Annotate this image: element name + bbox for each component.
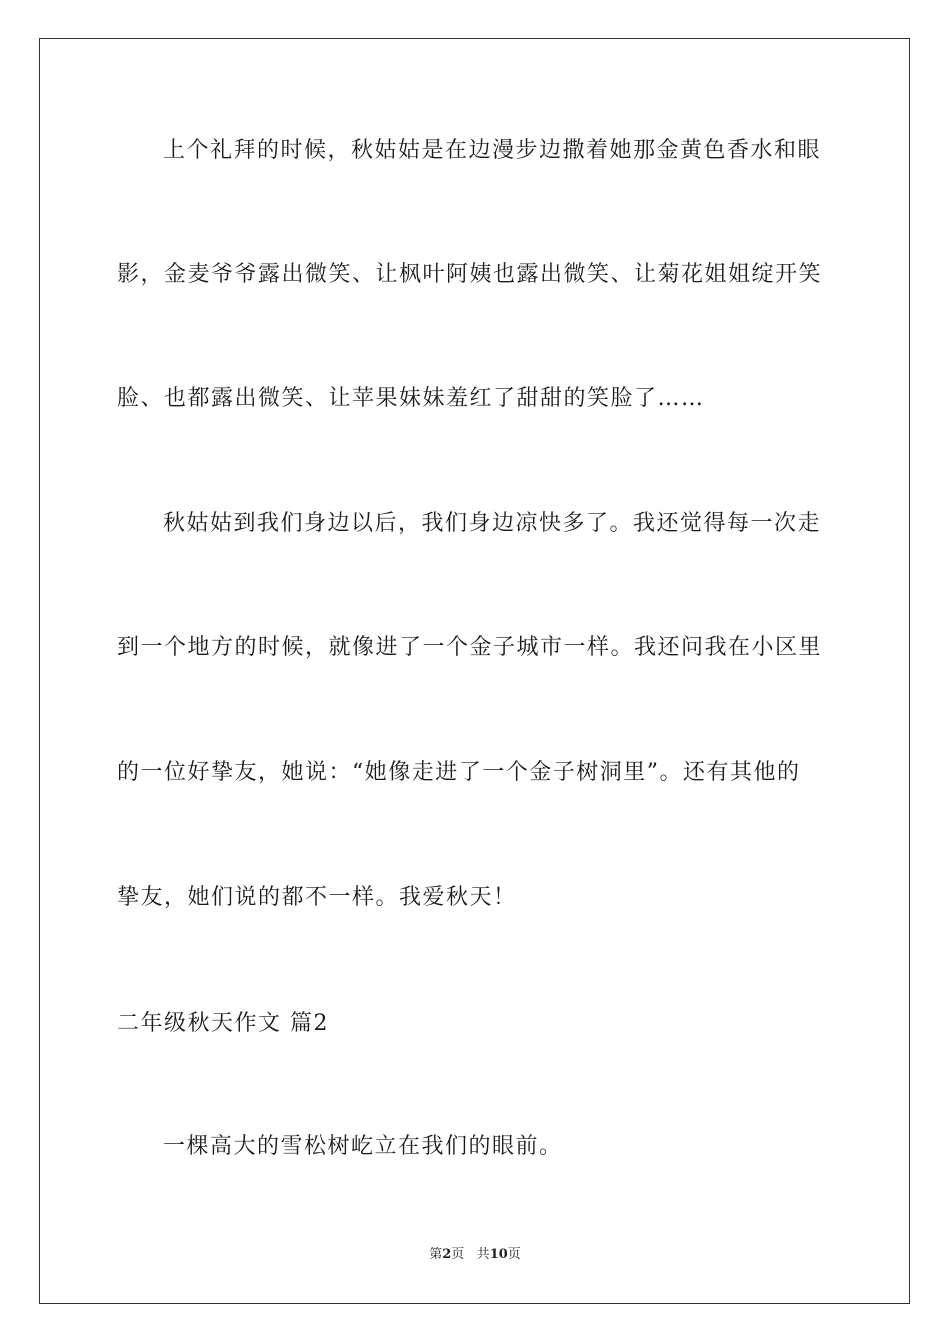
page-prefix: 第: [429, 1247, 443, 1262]
total-prefix: 共: [476, 1247, 490, 1262]
paragraph-2-line-3: 的一位好挚友，她说：“她像走进了一个金子树洞里”。还有其他的: [117, 760, 801, 785]
page-border: [39, 38, 910, 1304]
page-footer: [0, 1246, 950, 1264]
paragraph-2-line-1: 秋姑姑到我们身边以后，我们身边凉快多了。我还觉得每一次走: [163, 511, 822, 536]
page-suffix: 页: [451, 1247, 465, 1262]
page-current: 2: [442, 1247, 452, 1262]
section-heading: 二年级秋天作文 篇2: [117, 1011, 329, 1036]
total-pages: 10: [489, 1247, 508, 1262]
paragraph-1-line-1: 上个礼拜的时候，秋姑姑是在边漫步边撒着她那金黄色香水和眼: [163, 138, 822, 163]
total-suffix: 页: [507, 1247, 521, 1262]
paragraph-2-line-2: 到一个地方的时候，就像进了一个金子城市一样。我还问我在小区里: [117, 635, 823, 660]
paragraph-2-line-4: 挚友，她们说的都不一样。我爱秋天！: [117, 885, 517, 910]
paragraph-1-line-3: 脸、也都露出微笑、让苹果妹妹羞红了甜甜的笑脸了……: [117, 386, 705, 411]
paragraph-1-line-2: 影，金麦爷爷露出微笑、让枫叶阿姨也露出微笑、让菊花姐姐绽开笑: [117, 262, 823, 287]
paragraph-3-line-1: 一棵高大的雪松树屹立在我们的眼前。: [163, 1134, 563, 1159]
